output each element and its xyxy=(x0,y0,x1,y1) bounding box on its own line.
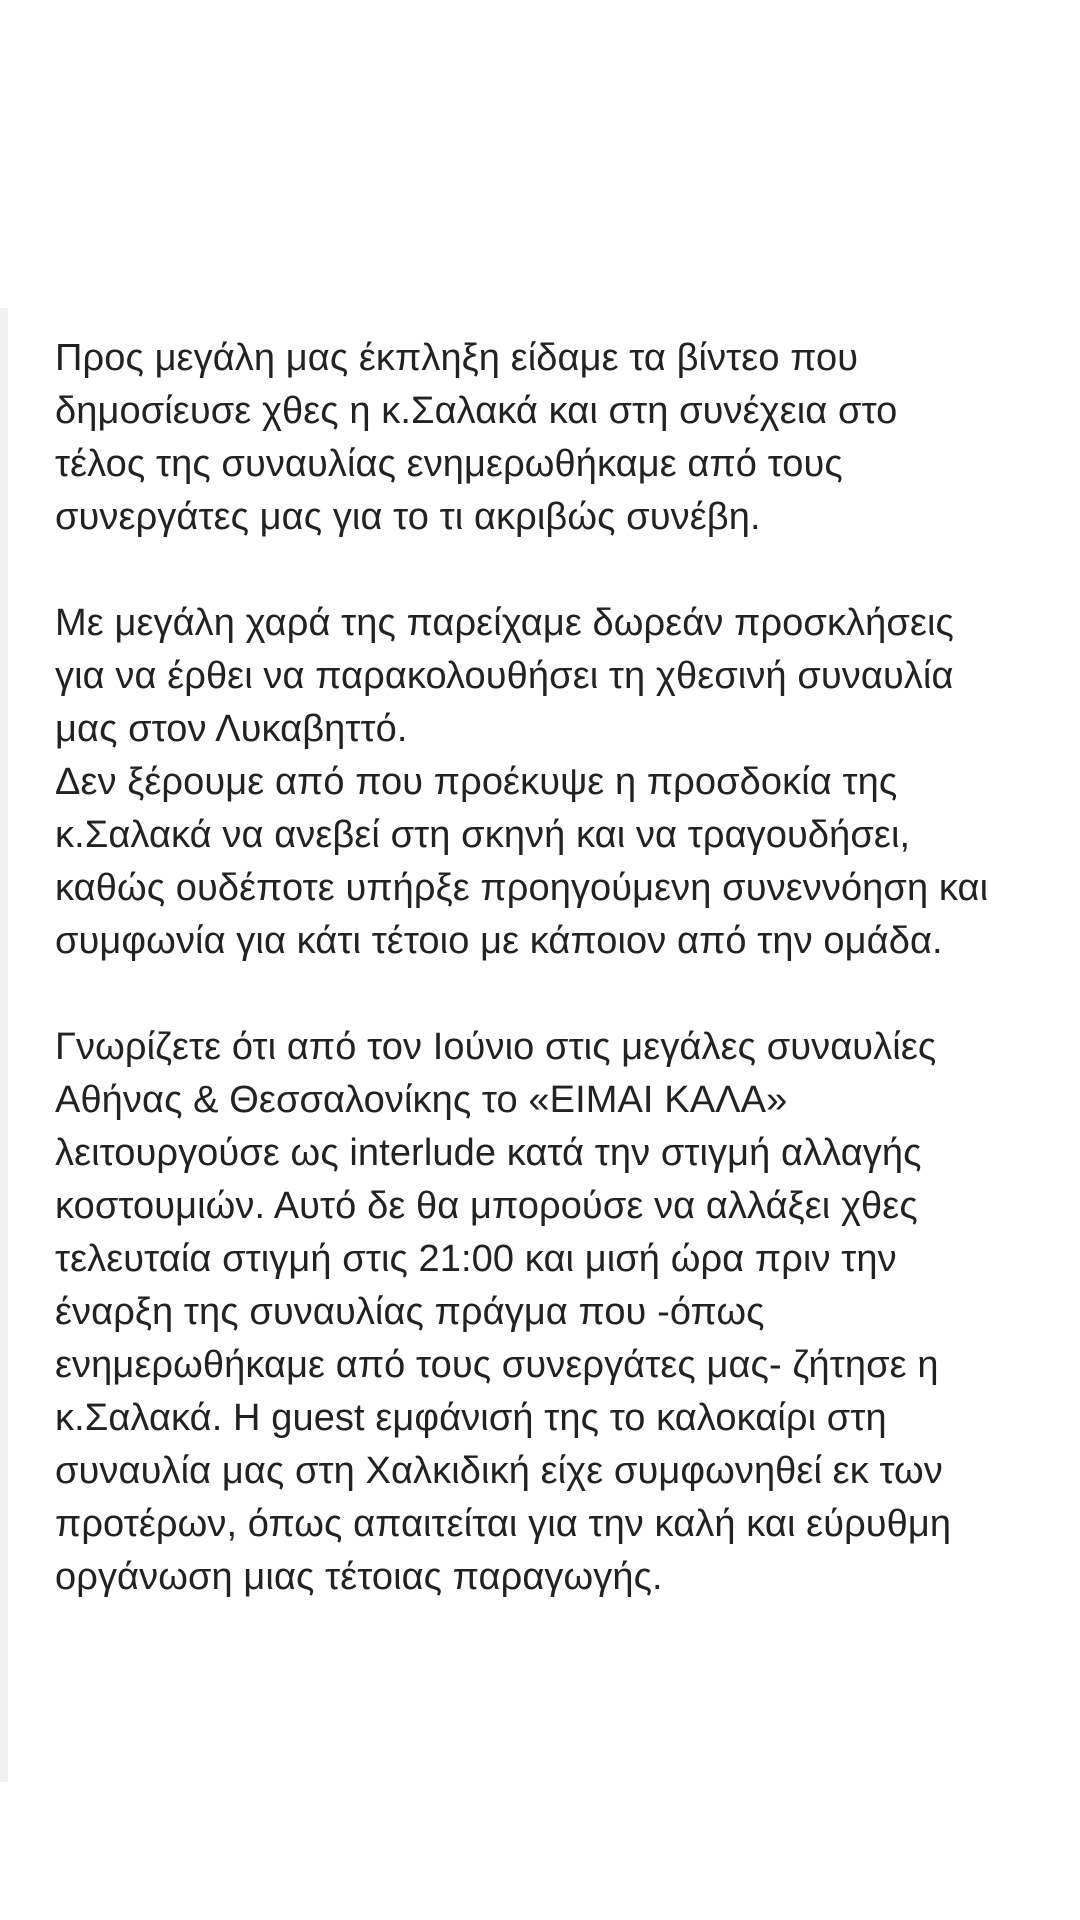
text-line: κοστουμιών. Αυτό δε θα μπορούσε να αλλάξει χθες xyxy=(55,1185,918,1227)
paragraph-1 xyxy=(55,332,1055,544)
text-line: δημοσίευσε χθες η κ.Σαλακά και στη συνέχεια στο xyxy=(55,390,898,432)
text-line: κ.Σαλακά να ανεβεί στη σκηνή και να τραγουδήσει, xyxy=(55,814,911,856)
text-line: Δεν ξέρουμε από που προέκυψε η προσδοκία της xyxy=(55,761,898,803)
text-line: συναυλία μας στη Χαλκιδική είχε συμφωνηθεί εκ των xyxy=(55,1450,943,1492)
text-line: μας στον Λυκαβηττό. xyxy=(55,708,408,750)
text-line: Προς μεγάλη μας έκπληξη είδαμε τα βίντεο που xyxy=(55,337,859,379)
left-edge-shadow xyxy=(0,308,8,1782)
text-line: έναρξη της συναυλίας πράγμα που -όπως xyxy=(55,1291,765,1333)
text-line: Αθήνας & Θεσσαλονίκης το «ΕΙΜΑΙ ΚΑΛΑ» xyxy=(55,1079,788,1121)
paragraph-gap xyxy=(55,544,1055,597)
text-line: κ.Σαλακά. Η guest εμφάνισή της το καλοκαίρι στη xyxy=(55,1397,887,1439)
paragraph-2 xyxy=(55,597,1055,968)
text-line: Με μεγάλη χαρά της παρείχαμε δωρεάν προσκλήσεις xyxy=(55,602,954,644)
text-line: Γνωρίζετε ότι από τον Ιούνιο στις μεγάλες συναυλίες xyxy=(55,1026,937,1068)
text-line: συνεργάτες μας για το τι ακριβώς συνέβη. xyxy=(55,496,761,538)
text-line: λειτουργούσε ως interlude κατά την στιγμή αλλαγής xyxy=(55,1132,922,1174)
text-line: προτέρων, όπως απαιτείται για την καλή και εύρυθμη xyxy=(55,1503,952,1545)
paragraph-gap xyxy=(55,968,1055,1021)
paragraph-3 xyxy=(55,1021,1055,1604)
text-line: για να έρθει να παρακολουθήσει τη χθεσινή συναυλία xyxy=(55,655,954,697)
text-line: καθώς ουδέποτε υπήρξε προηγούμενη συνεννόηση και xyxy=(55,867,989,909)
statement-text xyxy=(55,332,1055,1604)
text-line: οργάνωση μιας τέτοιας παραγωγής. xyxy=(55,1556,663,1598)
text-line: τελευταία στιγμή στις 21:00 και μισή ώρα πριν την xyxy=(55,1238,897,1280)
text-line: ενημερωθήκαμε από τους συνεργάτες μας- ζήτησε η xyxy=(55,1344,939,1386)
text-line: τέλος της συναυλίας ενημερωθήκαμε από τους xyxy=(55,443,843,485)
text-line: συμφωνία για κάτι τέτοιο με κάποιον από την ομάδα. xyxy=(55,920,943,962)
